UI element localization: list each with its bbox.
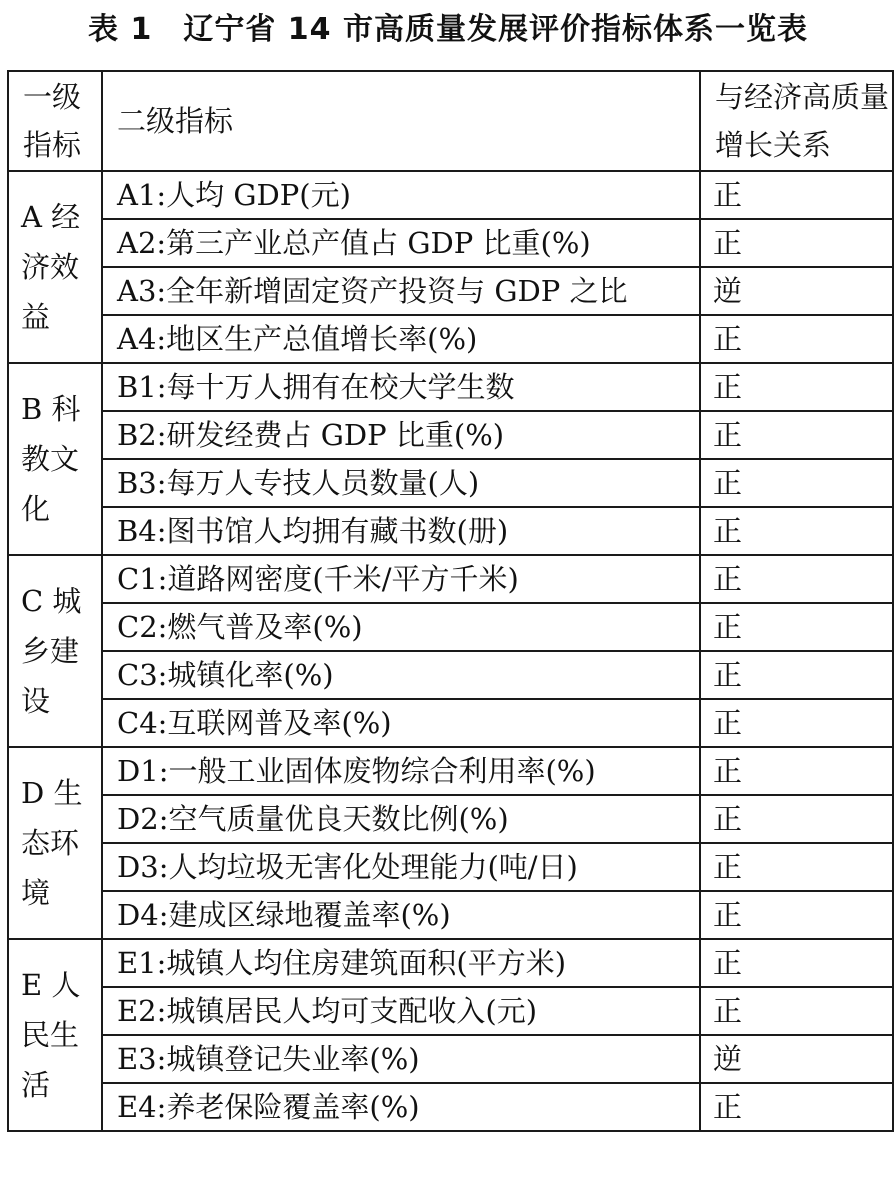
indicator-cell: E4:养老保险覆盖率(%) bbox=[102, 1083, 700, 1131]
indicator-cell: A2:第三产业总产值占 GDP 比重(%) bbox=[102, 219, 700, 267]
indicator-cell: D3:人均垃圾无害化处理能力(吨/日) bbox=[102, 843, 700, 891]
table-row bbox=[8, 1035, 893, 1083]
header-relation: 与经济高质量增长关系 bbox=[700, 71, 893, 171]
relation-cell: 正 bbox=[700, 1083, 893, 1131]
table-row bbox=[8, 843, 893, 891]
table-row bbox=[8, 219, 893, 267]
indicator-table bbox=[7, 70, 894, 1132]
indicator-cell: B1:每十万人拥有在校大学生数 bbox=[102, 363, 700, 411]
relation-cell: 正 bbox=[700, 555, 893, 603]
relation-cell: 正 bbox=[700, 603, 893, 651]
table-row bbox=[8, 315, 893, 363]
indicator-cell: D2:空气质量优良天数比例(%) bbox=[102, 795, 700, 843]
indicator-cell: E2:城镇居民人均可支配收入(元) bbox=[102, 987, 700, 1035]
relation-cell: 正 bbox=[700, 987, 893, 1035]
indicator-cell: C3:城镇化率(%) bbox=[102, 651, 700, 699]
indicator-cell: C1:道路网密度(千米/平方千米) bbox=[102, 555, 700, 603]
table-row bbox=[8, 651, 893, 699]
table-row bbox=[8, 507, 893, 555]
header-secondary-indicator: 二级指标 bbox=[102, 71, 700, 171]
indicator-cell: B2:研发经费占 GDP 比重(%) bbox=[102, 411, 700, 459]
table-row bbox=[8, 603, 893, 651]
indicator-cell: A3:全年新增固定资产投资与 GDP 之比 bbox=[102, 267, 700, 315]
indicator-cell: B3:每万人专技人员数量(人) bbox=[102, 459, 700, 507]
category-cell: C 城乡建设 bbox=[8, 555, 102, 747]
category-cell: E 人民生活 bbox=[8, 939, 102, 1131]
relation-cell: 正 bbox=[700, 363, 893, 411]
relation-cell: 正 bbox=[700, 843, 893, 891]
table-row bbox=[8, 987, 893, 1035]
indicator-cell: B4:图书馆人均拥有藏书数(册) bbox=[102, 507, 700, 555]
indicator-cell: C4:互联网普及率(%) bbox=[102, 699, 700, 747]
table-row bbox=[8, 1083, 893, 1131]
table-row bbox=[8, 267, 893, 315]
relation-cell: 正 bbox=[700, 891, 893, 939]
relation-cell: 正 bbox=[700, 219, 893, 267]
indicator-cell: A4:地区生产总值增长率(%) bbox=[102, 315, 700, 363]
relation-cell: 逆 bbox=[700, 1035, 893, 1083]
indicator-cell: E1:城镇人均住房建筑面积(平方米) bbox=[102, 939, 700, 987]
header-row bbox=[8, 71, 893, 171]
relation-cell: 正 bbox=[700, 651, 893, 699]
table-row bbox=[8, 555, 893, 603]
relation-cell: 正 bbox=[700, 699, 893, 747]
category-cell: A 经济效益 bbox=[8, 171, 102, 363]
table-row bbox=[8, 363, 893, 411]
relation-cell: 逆 bbox=[700, 267, 893, 315]
relation-cell: 正 bbox=[700, 411, 893, 459]
indicator-cell: C2:燃气普及率(%) bbox=[102, 603, 700, 651]
table-row bbox=[8, 171, 893, 219]
relation-cell: 正 bbox=[700, 939, 893, 987]
indicator-cell: A1:人均 GDP(元) bbox=[102, 171, 700, 219]
relation-cell: 正 bbox=[700, 747, 893, 795]
relation-cell: 正 bbox=[700, 459, 893, 507]
relation-cell: 正 bbox=[700, 507, 893, 555]
table-row bbox=[8, 699, 893, 747]
relation-cell: 正 bbox=[700, 315, 893, 363]
relation-cell: 正 bbox=[700, 795, 893, 843]
table-row bbox=[8, 411, 893, 459]
header-primary-indicator: 一级指标 bbox=[8, 71, 102, 171]
category-cell: B 科教文化 bbox=[8, 363, 102, 555]
table-row bbox=[8, 795, 893, 843]
table-row bbox=[8, 891, 893, 939]
relation-cell: 正 bbox=[700, 171, 893, 219]
table-title: 表 1 辽宁省 14 市高质量发展评价指标体系一览表 bbox=[88, 12, 808, 47]
indicator-cell: D4:建成区绿地覆盖率(%) bbox=[102, 891, 700, 939]
table-row bbox=[8, 747, 893, 795]
table-row bbox=[8, 459, 893, 507]
indicator-cell: E3:城镇登记失业率(%) bbox=[102, 1035, 700, 1083]
table-row bbox=[8, 939, 893, 987]
indicator-cell: D1:一般工业固体废物综合利用率(%) bbox=[102, 747, 700, 795]
category-cell: D 生态环境 bbox=[8, 747, 102, 939]
